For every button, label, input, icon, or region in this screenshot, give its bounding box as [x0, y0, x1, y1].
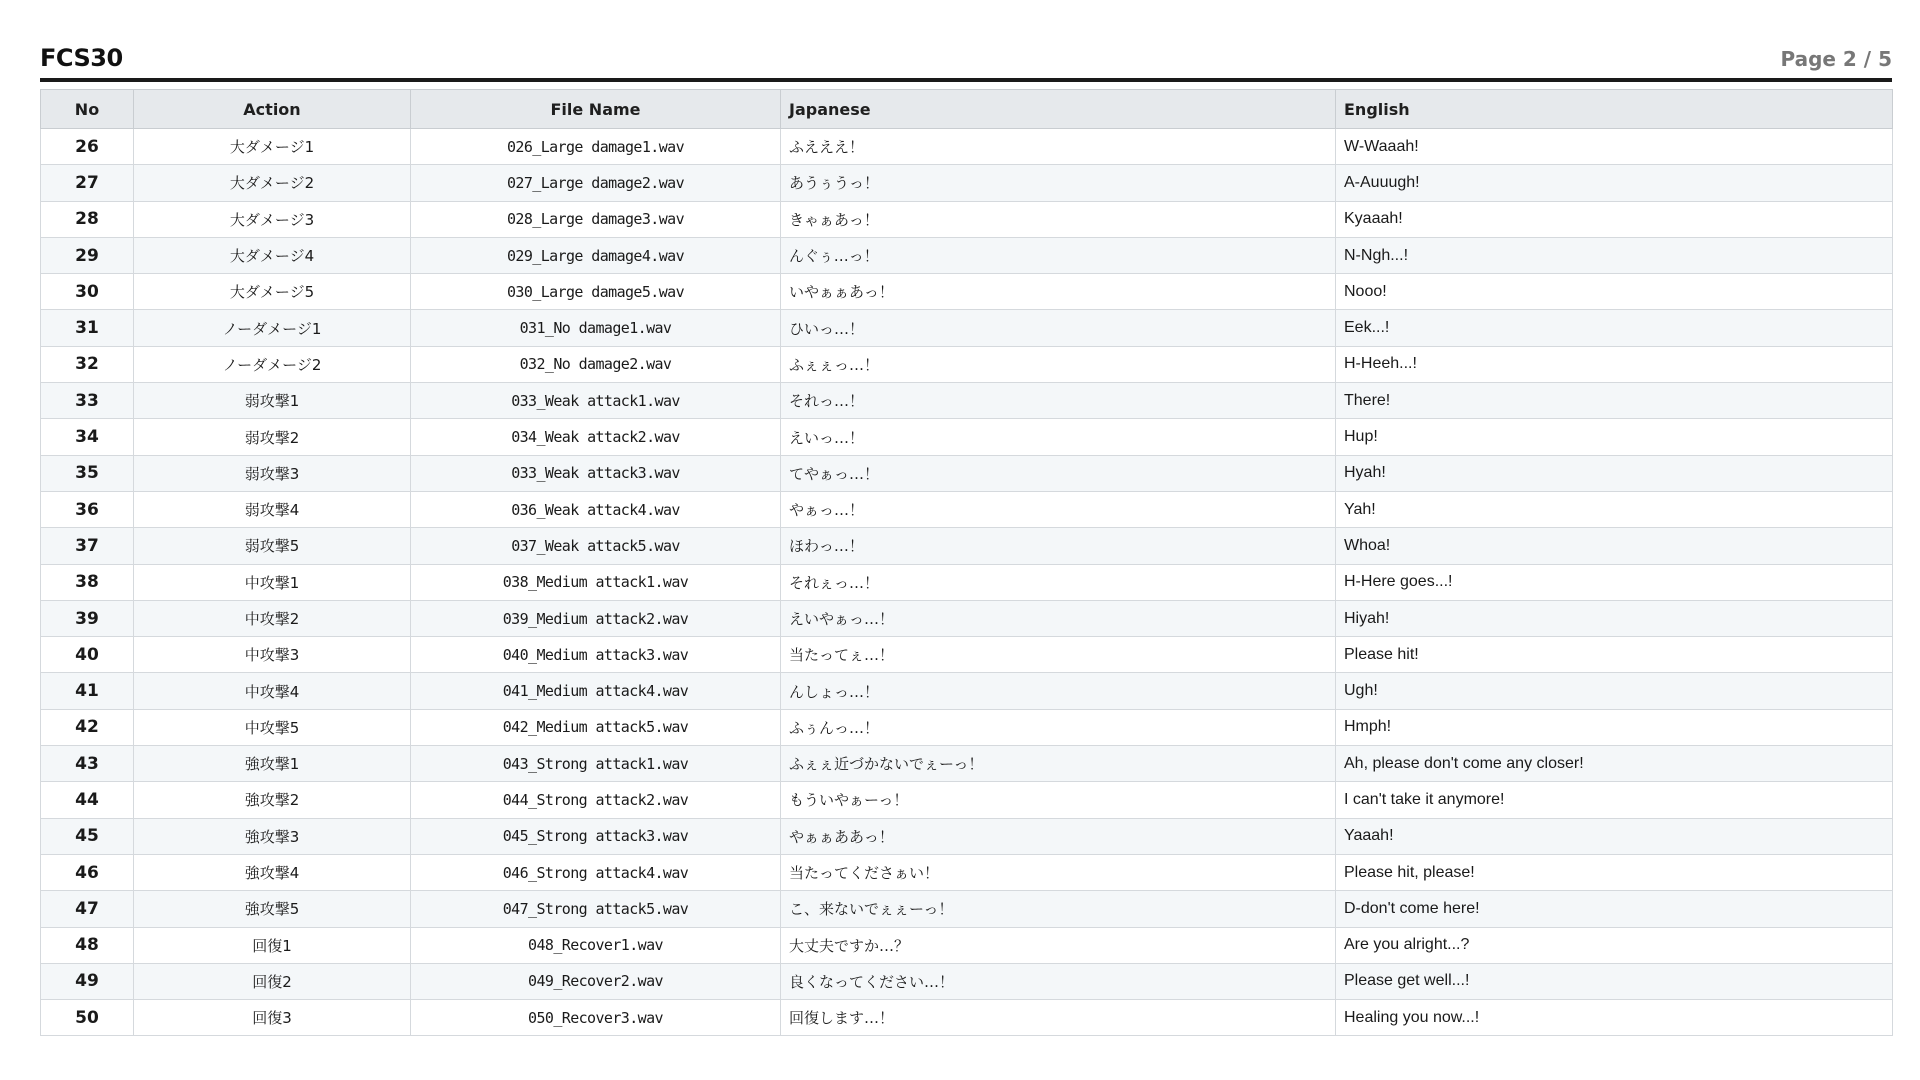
table-row	[41, 637, 1893, 673]
cell-japanese: ひいっ…！	[781, 310, 1336, 346]
cell-english: Kyaaah!	[1336, 201, 1893, 237]
cell-japanese: やぁぁああっ！	[781, 818, 1336, 854]
cell-no: 50	[41, 1000, 134, 1036]
cell-file-name: 041_Medium attack4.wav	[411, 673, 781, 709]
cell-no: 47	[41, 891, 134, 927]
cell-action: ノーダメージ2	[134, 346, 411, 382]
table-row	[41, 491, 1893, 527]
cell-no: 37	[41, 528, 134, 564]
cell-japanese: ふぇぇ近づかないでぇーっ！	[781, 746, 1336, 782]
cell-english: I can't take it anymore!	[1336, 782, 1893, 818]
voice-lines-table	[40, 89, 1893, 1036]
cell-action: 中攻撃3	[134, 637, 411, 673]
cell-file-name: 042_Medium attack5.wav	[411, 709, 781, 745]
cell-japanese: それぇっ…！	[781, 564, 1336, 600]
cell-action: 回復3	[134, 1000, 411, 1036]
cell-file-name: 032_No damage2.wav	[411, 346, 781, 382]
cell-japanese: 当たってぇ…！	[781, 637, 1336, 673]
cell-file-name: 033_Weak attack1.wav	[411, 383, 781, 419]
table-body	[41, 129, 1893, 1036]
cell-action: 大ダメージ2	[134, 165, 411, 201]
table-row	[41, 564, 1893, 600]
cell-action: 弱攻撃1	[134, 383, 411, 419]
table-row	[41, 419, 1893, 455]
cell-action: ノーダメージ1	[134, 310, 411, 346]
cell-japanese: こ、来ないでぇぇーっ！	[781, 891, 1336, 927]
cell-japanese: やぁっ…！	[781, 491, 1336, 527]
cell-english: D-don't come here!	[1336, 891, 1893, 927]
cell-english: There!	[1336, 383, 1893, 419]
cell-action: 強攻撃5	[134, 891, 411, 927]
cell-file-name: 047_Strong attack5.wav	[411, 891, 781, 927]
cell-no: 38	[41, 564, 134, 600]
cell-no: 39	[41, 600, 134, 636]
cell-no: 46	[41, 854, 134, 890]
cell-file-name: 026_Large damage1.wav	[411, 129, 781, 165]
cell-no: 44	[41, 782, 134, 818]
cell-action: 強攻撃3	[134, 818, 411, 854]
cell-english: Ah, please don't come any closer!	[1336, 746, 1893, 782]
cell-japanese: あうぅうっ！	[781, 165, 1336, 201]
table-row	[41, 165, 1893, 201]
cell-file-name: 027_Large damage2.wav	[411, 165, 781, 201]
column-header-no: No	[41, 90, 134, 129]
cell-action: 大ダメージ4	[134, 237, 411, 273]
cell-no: 48	[41, 927, 134, 963]
table-row	[41, 528, 1893, 564]
cell-no: 27	[41, 165, 134, 201]
cell-no: 29	[41, 237, 134, 273]
cell-english: Are you alright...?	[1336, 927, 1893, 963]
cell-japanese: んぐぅ…っ！	[781, 237, 1336, 273]
document-header	[40, 40, 1892, 82]
cell-english: Nooo!	[1336, 274, 1893, 310]
page-indicator: Page 2 / 5	[1780, 47, 1892, 71]
cell-japanese: 回復します…！	[781, 1000, 1336, 1036]
cell-japanese: えいっ…！	[781, 419, 1336, 455]
cell-no: 43	[41, 746, 134, 782]
cell-file-name: 028_Large damage3.wav	[411, 201, 781, 237]
cell-file-name: 044_Strong attack2.wav	[411, 782, 781, 818]
cell-action: 弱攻撃3	[134, 455, 411, 491]
cell-english: Yaaah!	[1336, 818, 1893, 854]
cell-japanese: ふぅんっ…！	[781, 709, 1336, 745]
cell-no: 49	[41, 963, 134, 999]
cell-action: 弱攻撃5	[134, 528, 411, 564]
cell-action: 大ダメージ1	[134, 129, 411, 165]
cell-no: 26	[41, 129, 134, 165]
table-row	[41, 854, 1893, 890]
cell-action: 強攻撃4	[134, 854, 411, 890]
cell-action: 強攻撃1	[134, 746, 411, 782]
table-row	[41, 818, 1893, 854]
cell-action: 中攻撃4	[134, 673, 411, 709]
cell-english: Hmph!	[1336, 709, 1893, 745]
cell-no: 33	[41, 383, 134, 419]
table-row	[41, 709, 1893, 745]
cell-action: 中攻撃2	[134, 600, 411, 636]
cell-english: W-Waaah!	[1336, 129, 1893, 165]
cell-english: Healing you now...!	[1336, 1000, 1893, 1036]
cell-no: 40	[41, 637, 134, 673]
table-row	[41, 129, 1893, 165]
table-row	[41, 346, 1893, 382]
cell-file-name: 037_Weak attack5.wav	[411, 528, 781, 564]
cell-no: 41	[41, 673, 134, 709]
table-row	[41, 274, 1893, 310]
cell-japanese: 大丈夫ですか…？	[781, 927, 1336, 963]
cell-no: 35	[41, 455, 134, 491]
cell-action: 大ダメージ3	[134, 201, 411, 237]
table-row	[41, 1000, 1893, 1036]
table-row	[41, 310, 1893, 346]
table-row	[41, 782, 1893, 818]
cell-action: 中攻撃5	[134, 709, 411, 745]
column-header-japanese: Japanese	[781, 90, 1336, 129]
cell-english: N-Ngh...!	[1336, 237, 1893, 273]
cell-english: Please hit, please!	[1336, 854, 1893, 890]
cell-english: Please get well...!	[1336, 963, 1893, 999]
cell-english: Hup!	[1336, 419, 1893, 455]
cell-no: 31	[41, 310, 134, 346]
cell-file-name: 046_Strong attack4.wav	[411, 854, 781, 890]
cell-action: 大ダメージ5	[134, 274, 411, 310]
cell-file-name: 036_Weak attack4.wav	[411, 491, 781, 527]
table-header	[41, 90, 1893, 129]
cell-english: Eek...!	[1336, 310, 1893, 346]
cell-english: Hiyah!	[1336, 600, 1893, 636]
cell-no: 32	[41, 346, 134, 382]
cell-no: 42	[41, 709, 134, 745]
table-row	[41, 891, 1893, 927]
cell-japanese: ふぇぇっ…！	[781, 346, 1336, 382]
cell-english: H-Heeh...!	[1336, 346, 1893, 382]
cell-english: Whoa!	[1336, 528, 1893, 564]
document-page	[40, 40, 1892, 1036]
cell-file-name: 031_No damage1.wav	[411, 310, 781, 346]
table-row	[41, 455, 1893, 491]
cell-english: H-Here goes...!	[1336, 564, 1893, 600]
table-row	[41, 600, 1893, 636]
cell-english: A-Auuugh!	[1336, 165, 1893, 201]
cell-japanese: んしょっ…！	[781, 673, 1336, 709]
cell-file-name: 033_Weak attack3.wav	[411, 455, 781, 491]
cell-english: Hyah!	[1336, 455, 1893, 491]
column-header-action: Action	[134, 90, 411, 129]
cell-file-name: 043_Strong attack1.wav	[411, 746, 781, 782]
document-title: FCS30	[40, 44, 123, 72]
cell-file-name: 039_Medium attack2.wav	[411, 600, 781, 636]
cell-no: 28	[41, 201, 134, 237]
cell-file-name: 038_Medium attack1.wav	[411, 564, 781, 600]
cell-japanese: きゃぁあっ！	[781, 201, 1336, 237]
cell-no: 36	[41, 491, 134, 527]
table-row	[41, 237, 1893, 273]
cell-action: 強攻撃2	[134, 782, 411, 818]
cell-action: 弱攻撃2	[134, 419, 411, 455]
cell-file-name: 049_Recover2.wav	[411, 963, 781, 999]
cell-no: 34	[41, 419, 134, 455]
cell-japanese: 良くなってください…！	[781, 963, 1336, 999]
column-header-file-name: File Name	[411, 90, 781, 129]
cell-no: 45	[41, 818, 134, 854]
cell-action: 回復2	[134, 963, 411, 999]
cell-english: Ugh!	[1336, 673, 1893, 709]
cell-japanese: えいやぁっ…！	[781, 600, 1336, 636]
cell-english: Yah!	[1336, 491, 1893, 527]
cell-action: 回復1	[134, 927, 411, 963]
table-row	[41, 746, 1893, 782]
cell-japanese: それっ…！	[781, 383, 1336, 419]
cell-japanese: 当たってくださぁい！	[781, 854, 1336, 890]
column-header-english: English	[1336, 90, 1893, 129]
table-row	[41, 673, 1893, 709]
cell-file-name: 048_Recover1.wav	[411, 927, 781, 963]
cell-action: 弱攻撃4	[134, 491, 411, 527]
cell-japanese: もういやぁーっ！	[781, 782, 1336, 818]
cell-file-name: 050_Recover3.wav	[411, 1000, 781, 1036]
header-row	[41, 90, 1893, 129]
cell-english: Please hit!	[1336, 637, 1893, 673]
cell-file-name: 045_Strong attack3.wav	[411, 818, 781, 854]
cell-file-name: 030_Large damage5.wav	[411, 274, 781, 310]
cell-file-name: 029_Large damage4.wav	[411, 237, 781, 273]
cell-file-name: 034_Weak attack2.wav	[411, 419, 781, 455]
table-row	[41, 383, 1893, 419]
cell-japanese: ほわっ…！	[781, 528, 1336, 564]
cell-japanese: てやぁっ…！	[781, 455, 1336, 491]
cell-japanese: ふえええ！	[781, 129, 1336, 165]
cell-action: 中攻撃1	[134, 564, 411, 600]
table-row	[41, 927, 1893, 963]
cell-file-name: 040_Medium attack3.wav	[411, 637, 781, 673]
table-row	[41, 201, 1893, 237]
cell-no: 30	[41, 274, 134, 310]
table-row	[41, 963, 1893, 999]
cell-japanese: いやぁぁあっ！	[781, 274, 1336, 310]
